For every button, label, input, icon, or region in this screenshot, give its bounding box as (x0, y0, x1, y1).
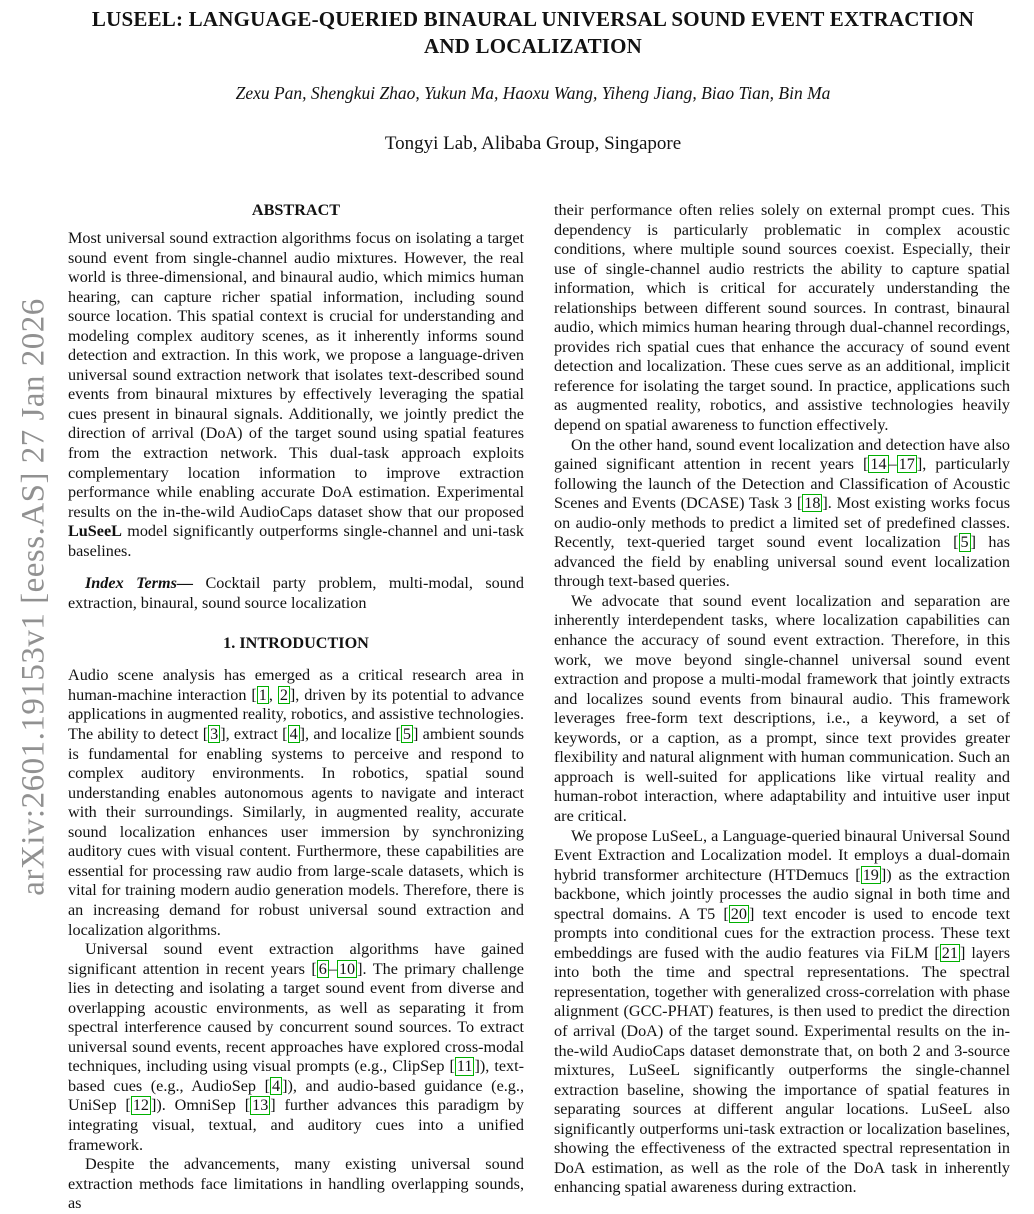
citation-link[interactable]: 2 (279, 685, 288, 704)
abstract-text: Most universal sound extraction algorithms focus on isolating a target sound event from single-channel audio mixtures. However, the real world is three-dimensional, and binaural audio, which mimics human hearing, can capture richer spatial information, including sound source location. This spatial context is crucial for understanding and modeling complex auditory scenes, as it inherently informs sound detection and extraction. In this work, we propose a language-driven universal sound extraction network that isolates text-described sound events from binaural mixtures by effectively leveraging the spatial cues present in binaural signals. Additionally, we jointly predict the direction of arrival (DoA) of the target sound using spatial features from the extraction network. This dual-task approach exploits complementary location information to improve extraction performance while enabling accurate DoA estimation. Experimental results on the in-the-wild AudioCaps dataset show that our proposed LuSeeL model significantly outperforms single-channel and uni-task baselines. (68, 229, 524, 560)
citation-link[interactable]: 14 (870, 455, 887, 474)
citation-link[interactable]: 21 (941, 943, 958, 962)
paper-header (0, 0, 1034, 155)
citation-link[interactable]: 1 (258, 685, 267, 704)
citation-link[interactable]: 5 (402, 725, 411, 744)
paragraph: Universal sound event extraction algorithms have gained significant attention in recent years [ 6 – 10 ]. The primary challenge lies in detecting and isolating a target sound event from diverse and overlapping acoustic environments, as well as separating it from spectral interference caused by concurrent sound sources. To extract universal sound events, recent approaches have explored cross-modal techniques, including using visual prompts (e.g., ClipSep [ 11 ]), text-based cues (e.g., AudioSep [ 4 ]), and audio-based guidance (e.g., UniSep [ 12 ]). OmniSep [ 13 ] further advances this paradigm by integrating visual, textual, and auditory cues into a unified framework. (68, 940, 525, 1154)
left-column (68, 201, 524, 1214)
paper-title: LUSEEL: LANGUAGE-QUERIED BINAURAL UNIVERSAL SOUND EVENT EXTRACTION AND LOCALIZATION (91, 7, 975, 58)
citation-link[interactable]: 3 (210, 725, 219, 744)
right-column (554, 201, 1010, 1214)
index-terms (68, 574, 524, 613)
paragraph: their performance often relies solely on external prompt cues. This dependency is particularly problematic in complex acoustic conditions, where multiple sound sources coexist. Especially, their use of single-channel audio restricts the ability to capture spatial information, which is critical for accurately understanding the relationships between different sound sources. In contrast, binaural audio, which mimics human hearing through dual-channel recordings, provides rich spatial cues that enhance the accuracy of sound event detection and localization. These cues serve as an additional, implicit reference for isolating the target sound. In practice, applications such as augmented reality, robotics, and assistive technologies heavily depend on spatial awareness to function effectively. (554, 201, 1010, 435)
citation-link[interactable]: 13 (252, 1096, 269, 1115)
citation-link[interactable]: 4 (271, 1076, 281, 1095)
paragraph: We propose LuSeeL, a Language-queried binaural Universal Sound Event Extraction and Localization model. It employs a dual-domain hybrid transformer architecture (HTDemucs [ 19 ]) as the extraction backbone, which jointly processes the audio signal in both time and spectral domains. A T5 [ 20 ] text encoder is used to encode text prompts into conditional cues for the extraction process. These text embeddings are fused with the audio features via FiLM [ 21 ] layers into both the time and spectral representations. The spectral representation, together with generalized cross-correlation with phase alignment (GCC-PHAT) features, is then used to predict the direction of arrival (DoA) of the target sound. Experimental results on the in-the-wild AudioCaps dataset demonstrate that, on both 2 and 3-source mixtures, LuSeeL significantly outperforms the single-channel extraction baseline, showing the importance of spatial features in separating sources at different angular locations. LuSeeL also significantly outperforms uni-task extraction or localization baselines, showing the effectiveness of the extracted spectral representation in DoA estimation, as well as the role of the DoA task in inherently enhancing spatial awareness during extraction. (554, 826, 1011, 1197)
citation-link[interactable]: 5 (960, 533, 969, 552)
citation-link[interactable]: 6 (318, 959, 327, 978)
two-column-body (0, 201, 1034, 1214)
paragraph: On the other hand, sound event localization and detection have also gained significant attention in recent years [ 14 – 17 ], particularly following the launch of the Detection and Classification of Acoustic Scenes and Events (DCASE) Task 3 [ 18 ]. Most existing works focus on audio-only methods to predict a limited set of predefined classes. Recently, text-queried target sound event localization [ 5 ] has advanced the field by enabling universal sound event localization through text-based queries. (554, 435, 1011, 591)
index-terms-label: Index Terms— (85, 574, 194, 593)
index-terms-text: Cocktail party problem, multi-modal, sound extraction, binaural, sound source localization (68, 574, 524, 612)
paragraph: We advocate that sound event localization and separation are inherently interdependent tasks, where localization capabilities can enhance the accuracy of sound event extraction. Therefore, in this work, we move beyond single-channel universal sound event extraction and propose a multi-modal framework that jointly extracts and localizes sound events from binaural audio. This framework leverages free-form text descriptions, i.e., a keyword, a set of keywords, or a caption, as a prompt, since text provides greater flexibility and natural alignment with human communication. Such an approach is well-suited for applications like virtual reality and human-robot interaction, where adaptability and intuitive user input are critical. (554, 591, 1010, 825)
citation-link[interactable]: 19 (862, 865, 879, 884)
citation-link[interactable]: 10 (338, 959, 356, 978)
citation-link[interactable]: 11 (456, 1057, 473, 1076)
section-heading-introduction: 1. INTRODUCTION (223, 634, 369, 653)
citation-link[interactable]: 18 (804, 494, 821, 513)
paragraph: Audio scene analysis has emerged as a critical research area in human-machine interaction [ 1 , 2 ], driven by its potential to advance applications in augmented reality, robotics, and assistive technologies. The ability to detect [ 3 ], extract [ 4 ], and localize [ 5 ] ambient sounds is fundamental for enabling systems to perceive and respond to complex auditory environments. In robotics, spatial sound understanding enables autonomous agents to navigate and interact with their surroundings. Similarly, in augmented reality, accurate sound localization enhances user immersion by synchronizing auditory cues with visual content. Furthermore, these capabilities are essential for processing raw audio from large-scale datasets, which is vital for training modern audio generation models. Therefore, there is an increasing demand for robust universal sound extraction and localization algorithms. (68, 666, 525, 939)
citation-link[interactable]: 17 (898, 455, 915, 474)
paragraph: Despite the advancements, many existing universal sound extraction methods face limitations in handling overlapping sounds, as (68, 1155, 524, 1213)
abstract-heading: ABSTRACT (251, 201, 341, 219)
affiliation: Tongyi Lab, Alibaba Group, Singapore (384, 133, 682, 154)
citation-link[interactable]: 20 (730, 904, 747, 923)
arxiv-watermark: arXiv:2601.19153v1 [eess.AS] 27 Jan 2026 (15, 298, 52, 896)
citation-link[interactable]: 12 (132, 1096, 149, 1115)
citation-link[interactable]: 4 (289, 725, 298, 744)
author-list: Zexu Pan, Shengkui Zhao, Yukun Ma, Haoxu Wang, Yiheng Jiang, Biao Tian, Bin Ma (235, 83, 831, 103)
